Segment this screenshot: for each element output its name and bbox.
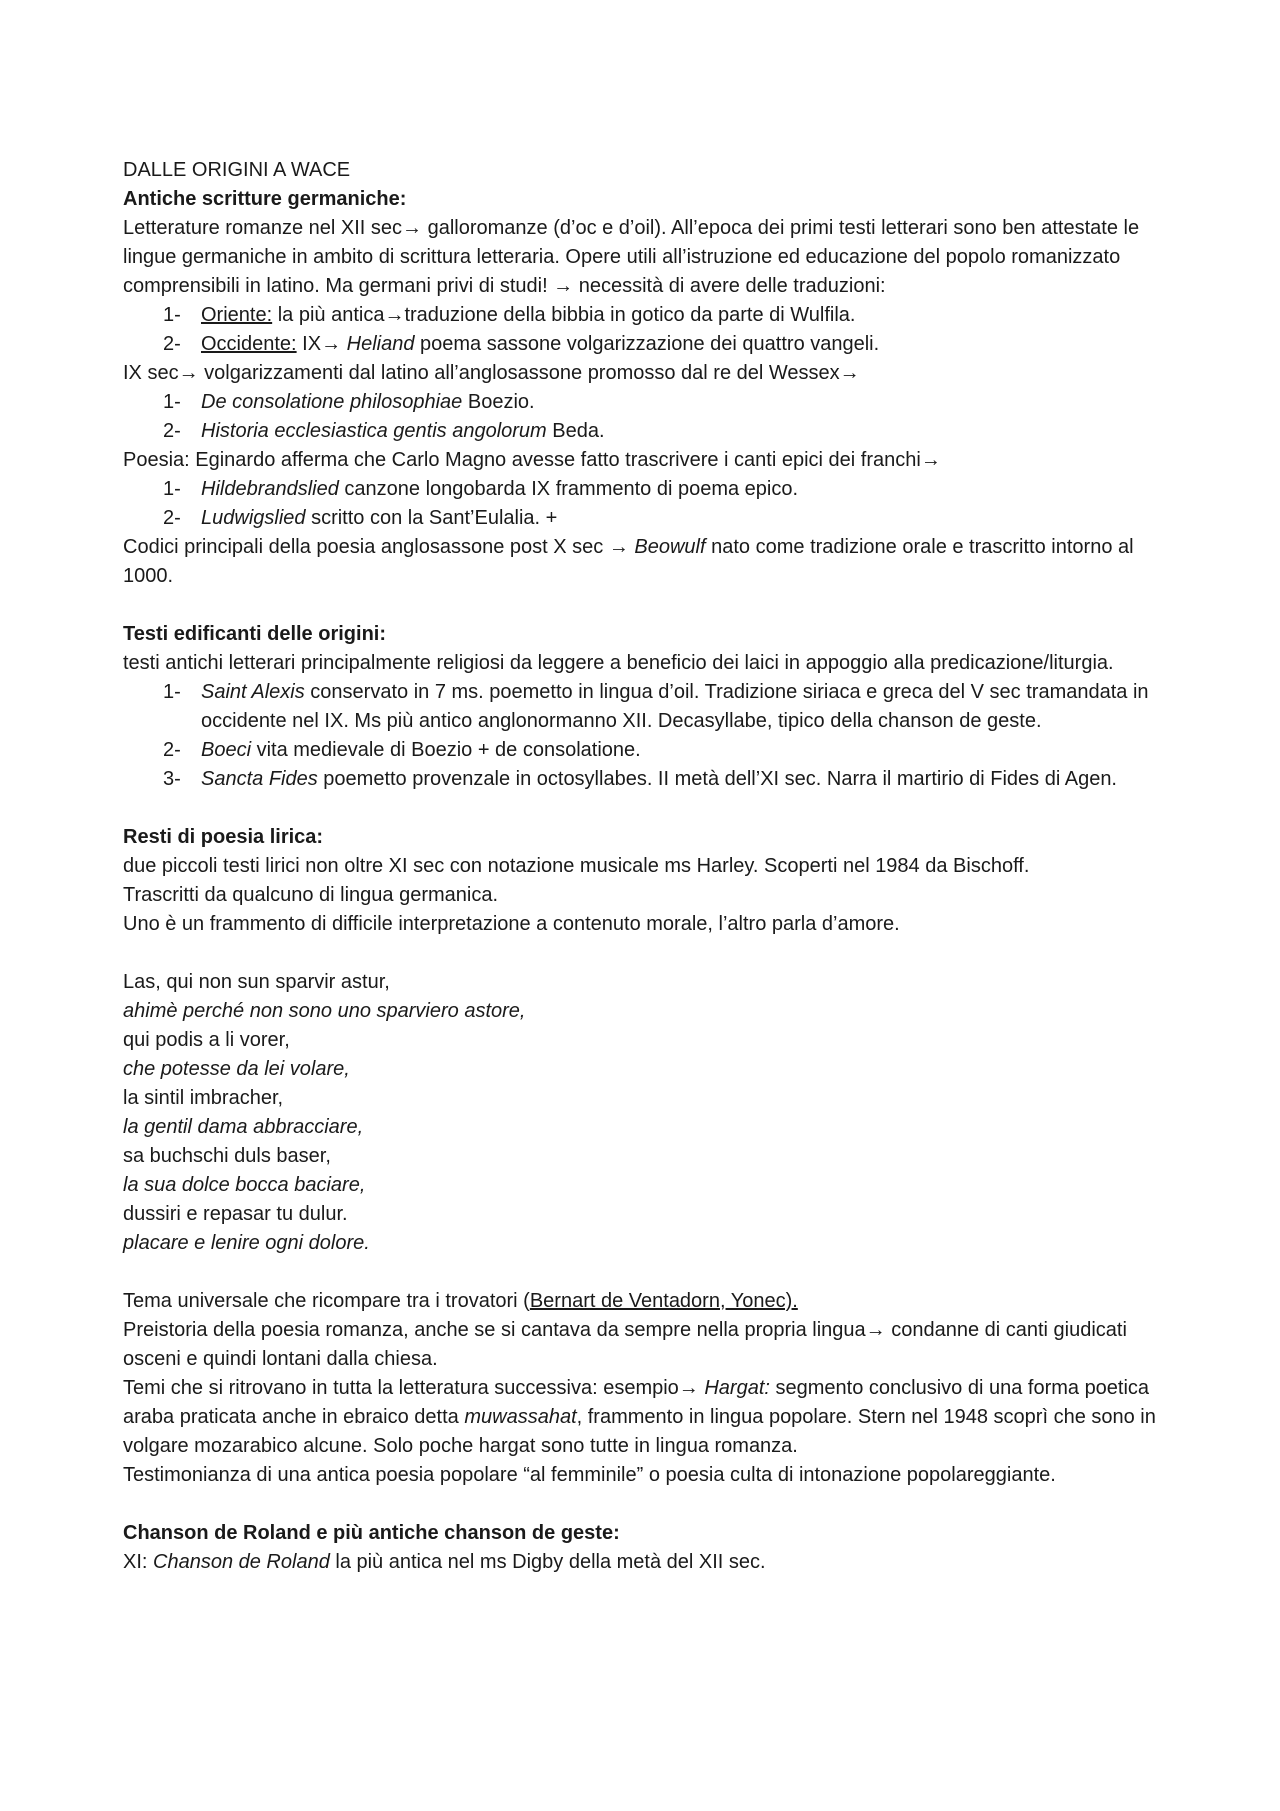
paragraph: Letterature romanze nel XII sec→ galloromanze (d’oc e d’oil). All’epoca dei primi testi letterari sono ben attestate le lingue germaniche in ambito di scrittura letteraria. Opere utili all’istruzione ed educazione del popolo romanizzato comprensibili in latino. Ma germani privi di studi! → necessità di avere delle traduzioni: <box>123 217 1140 297</box>
section-heading-germaniche: Antiche scritture germaniche: <box>123 188 407 210</box>
text-run: Codici principali della poesia anglosassone post X sec → <box>123 536 635 558</box>
list-volgarizzamenti <box>123 388 1170 446</box>
underlined-text: Bernart de Ventadorn, Yonec). <box>529 1290 798 1312</box>
list-text: la più antica→traduzione della bibbia in gotico da parte di Wulfila. <box>272 304 856 326</box>
italic-title: Boeci <box>201 739 252 761</box>
poem-translation-line: ahimè perché non sono uno sparviero astore, <box>123 1000 526 1022</box>
blank-line <box>123 1258 1170 1287</box>
list-item <box>123 330 1170 359</box>
list-text: poema sassone volgarizzazione dei quattro vangeli. <box>414 333 880 355</box>
list-text: IX→ <box>296 333 347 355</box>
blank-line <box>123 939 1170 968</box>
paragraph: Testimonianza di una antica poesia popolare “al femminile” o poesia culta di intonazione popolareggiante. <box>123 1464 1056 1486</box>
poem-line: dussiri e repasar tu dulur. <box>123 1203 348 1225</box>
paragraph: Trascritti da qualcuno di lingua germanica. <box>123 884 499 906</box>
list-text: scritto con la Sant’Eulalia. + <box>305 507 558 529</box>
list-item <box>123 678 1170 736</box>
list-item <box>123 765 1170 794</box>
italic-title: Ludwigslied <box>201 507 306 529</box>
list-number: 1- <box>163 681 181 703</box>
underlined-text: Oriente: <box>201 304 273 326</box>
paragraph <box>123 1548 1170 1577</box>
text-run: Tema universale che ricompare tra i trovatori ( <box>123 1290 530 1312</box>
poem-line: qui podis a li vorer, <box>123 1029 290 1051</box>
italic-title: Chanson de Roland <box>153 1551 330 1573</box>
paragraph: due piccoli testi lirici non oltre XI sec con notazione musicale ms Harley. Scoperti nel 1984 da Bischoff. <box>123 855 1030 877</box>
list-item <box>123 388 1170 417</box>
paragraph <box>123 533 1170 591</box>
paragraph <box>123 1287 1170 1316</box>
list-text: Boezio. <box>462 391 535 413</box>
italic-title: Beowulf <box>634 536 706 558</box>
list-poesia <box>123 475 1170 533</box>
poem-line: Las, qui non sun sparvir astur, <box>123 971 390 993</box>
text-run: nato come tradizione orale e trascritto intorno al 1000. <box>123 536 1134 587</box>
italic-title: Saint Alexis <box>201 681 305 703</box>
list-number: 1- <box>163 304 181 326</box>
list-number: 1- <box>163 391 181 413</box>
blank-line <box>123 591 1170 620</box>
paragraph <box>123 1374 1170 1461</box>
italic-title: Heliand <box>346 333 415 355</box>
poem-line: sa buchschi duls baser, <box>123 1145 331 1167</box>
paragraph: IX sec→ volgarizzamenti dal latino all’anglosassone promosso dal re del Wessex→ <box>123 362 860 384</box>
poem <box>123 968 1170 1258</box>
poem-translation-line: la sua dolce bocca baciare, <box>123 1174 366 1196</box>
list-traduzioni <box>123 301 1170 359</box>
list-number: 2- <box>163 333 181 355</box>
text-run: la più antica nel ms Digby della metà del XII sec. <box>329 1551 766 1573</box>
list-item <box>123 736 1170 765</box>
section-heading-edificanti: Testi edificanti delle origini: <box>123 623 386 645</box>
italic-title: Historia ecclesiastica gentis angolorum <box>201 420 547 442</box>
paragraph: testi antichi letterari principalmente religiosi da leggere a beneficio dei laici in appoggio alla predicazione/liturgia. <box>123 652 1114 674</box>
doc-title: DALLE ORIGINI A WACE <box>123 159 351 181</box>
paragraph: Uno è un frammento di difficile interpretazione a contenuto morale, l’altro parla d’amore. <box>123 913 900 935</box>
blank-line <box>123 794 1170 823</box>
section-heading-lirica: Resti di poesia lirica: <box>123 826 324 848</box>
text-run: XI: <box>123 1551 154 1573</box>
paragraph: Preistoria della poesia romanza, anche se si cantava da sempre nella propria lingua→ condanne di canti giudicati osceni e quindi lontani dalla chiesa. <box>123 1319 1127 1370</box>
italic-term: muwassahat <box>464 1406 577 1428</box>
list-text: poemetto provenzale in octosyllabes. II metà dell’XI sec. Narra il martirio di Fides di Agen. <box>317 768 1117 790</box>
poem-translation-line: che potesse da lei volare, <box>123 1058 350 1080</box>
list-number: 2- <box>163 739 181 761</box>
list-testi-edificanti <box>123 678 1170 794</box>
list-item <box>123 301 1170 330</box>
list-number: 3- <box>163 768 181 790</box>
list-number: 2- <box>163 507 181 529</box>
italic-title: De consolatione philosophiae <box>201 391 463 413</box>
list-number: 2- <box>163 420 181 442</box>
poem-line: la sintil imbracher, <box>123 1087 284 1109</box>
list-number: 1- <box>163 478 181 500</box>
italic-title: Sancta Fides <box>201 768 318 790</box>
section-heading-chanson: Chanson de Roland e più antiche chanson de geste: <box>123 1522 620 1544</box>
list-text: conservato in 7 ms. poemetto in lingua d’oil. Tradizione siriaca e greca del V sec tramandata in occidente nel IX. Ms più antico anglonormanno XII. Decasyllabe, tipico della chanson de geste. <box>201 681 1149 732</box>
text-run: segmento conclusivo di una forma poetica araba praticata anche in ebraico detta <box>123 1377 1150 1428</box>
list-text: Beda. <box>546 420 605 442</box>
list-item <box>123 417 1170 446</box>
blank-line <box>123 1490 1170 1519</box>
poem-translation-line: placare e lenire ogni dolore. <box>123 1232 370 1254</box>
text-run: , frammento in lingua popolare. Stern nel 1948 scoprì che sono in volgare mozarabico alcune. Solo poche hargat sono tutte in lingua romanza. <box>123 1406 1156 1457</box>
poem-translation-line: la gentil dama abbracciare, <box>123 1116 364 1138</box>
italic-term: Hargat: <box>704 1377 770 1399</box>
text-run: Temi che si ritrovano in tutta la letteratura successiva: esempio→ <box>123 1377 705 1399</box>
list-item <box>123 504 1170 533</box>
list-text: vita medievale di Boezio + de consolatione. <box>251 739 641 761</box>
underlined-text: Occidente: <box>201 333 297 355</box>
italic-title: Hildebrandslied <box>201 478 339 500</box>
list-text: canzone longobarda IX frammento di poema epico. <box>338 478 799 500</box>
paragraph: Poesia: Eginardo afferma che Carlo Magno avesse fatto trascrivere i canti epici dei franchi→ <box>123 449 941 471</box>
list-item <box>123 475 1170 504</box>
